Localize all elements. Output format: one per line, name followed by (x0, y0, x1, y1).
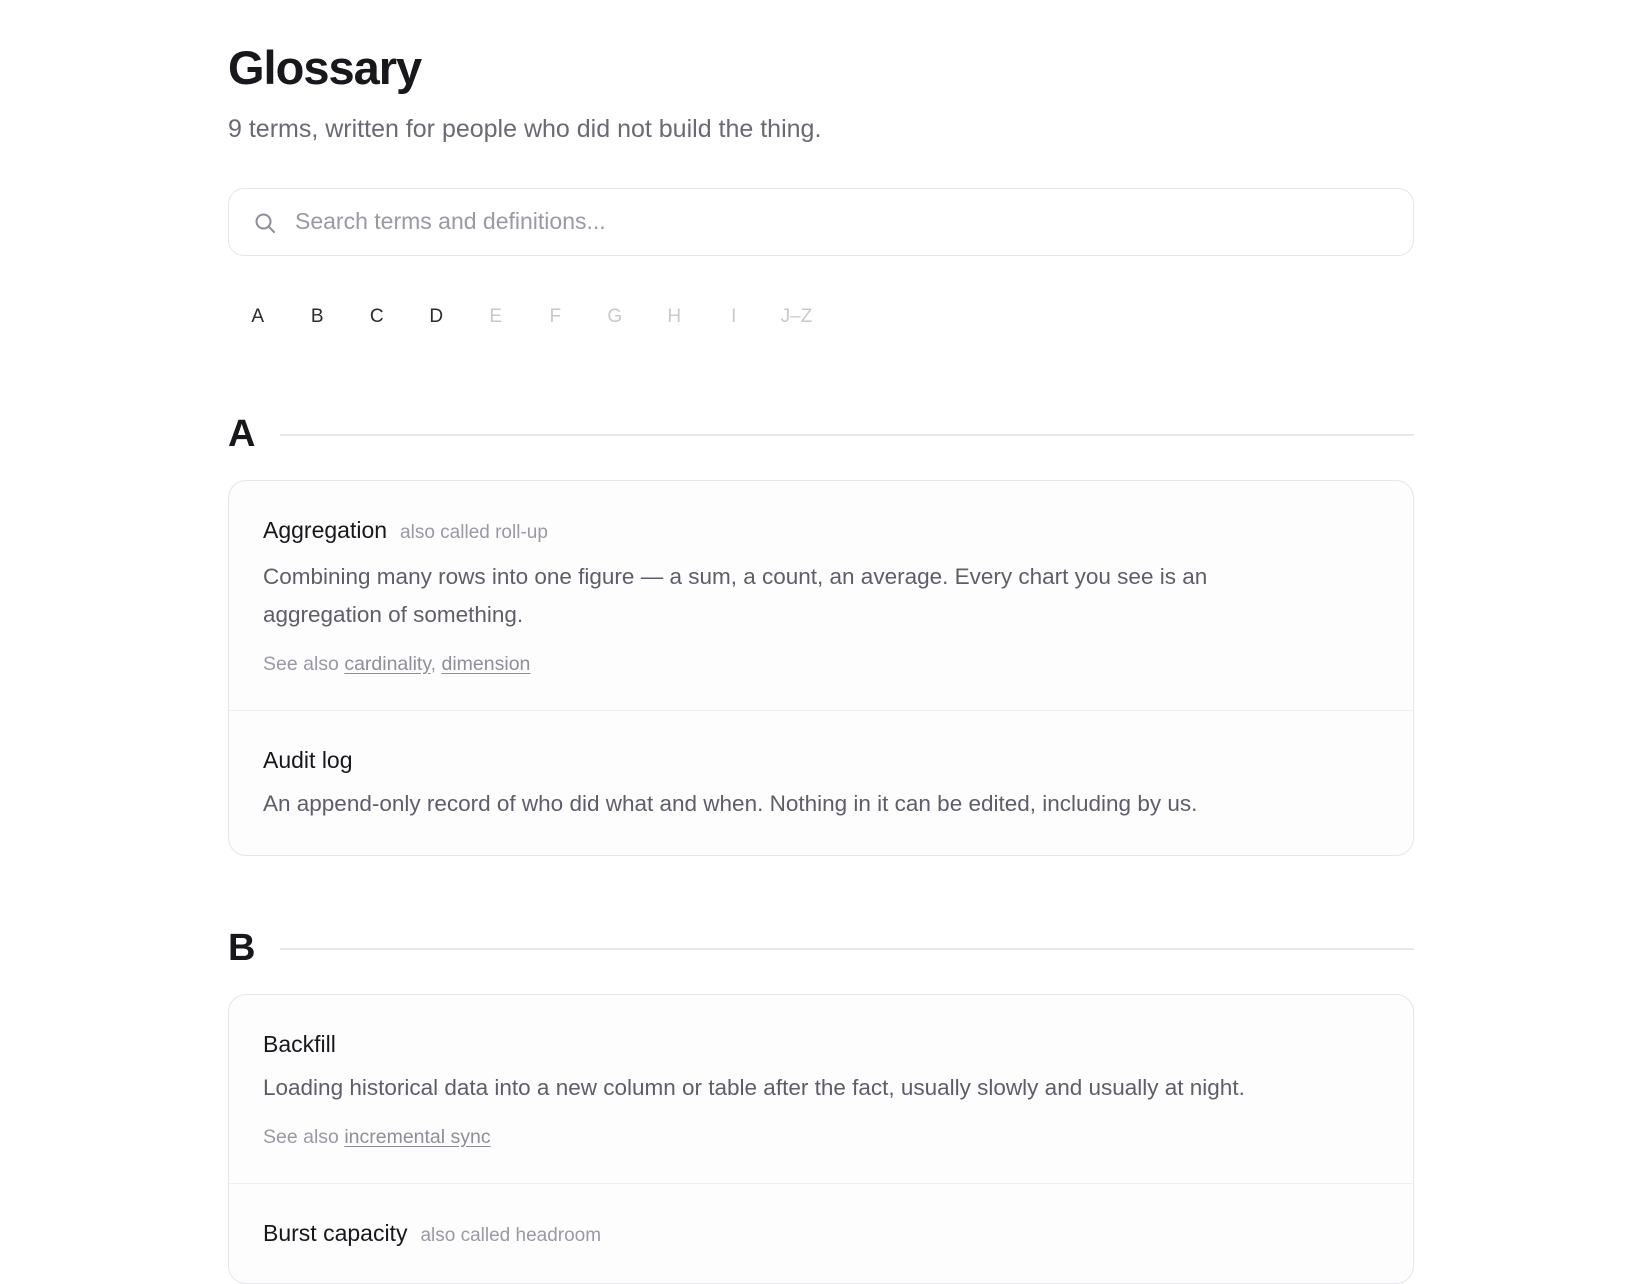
term-alias: also called roll-up (400, 522, 548, 543)
term-name: Burst capacity (263, 1220, 408, 1246)
section-divider (280, 948, 1414, 950)
letter-nav-g: G (607, 306, 623, 327)
see-also-label: See also (263, 653, 339, 675)
section-header-a (228, 412, 1414, 456)
letter-nav-f: F (549, 306, 562, 327)
term-line (263, 1218, 1379, 1251)
search-box[interactable] (228, 188, 1414, 256)
section-letter: A (228, 413, 256, 455)
term-name: Audit log (263, 747, 353, 773)
glossary-entry (229, 995, 1413, 1184)
letter-nav-b[interactable]: B (310, 306, 324, 327)
letter-nav-jz: J–Z (780, 306, 813, 327)
term-name: Aggregation (263, 517, 388, 543)
term-line (263, 1029, 1379, 1059)
term-definition: Loading historical data into a new column or table after the fact, usually slowly and usually at night. (263, 1075, 1245, 1100)
page-subtitle: 9 terms, written for people who did not build the thing. (228, 115, 822, 143)
letter-nav-h: H (667, 306, 682, 327)
search-input[interactable] (295, 189, 1395, 253)
term-definition: Combining many rows into one figure — a sum, a count, an average. Every chart you see is an aggregation of something. (263, 564, 1208, 627)
glossary-entry (229, 1184, 1413, 1283)
letter-nav-a[interactable]: A (251, 306, 265, 327)
section-card-b (228, 994, 1414, 1284)
letter-nav-d[interactable]: D (429, 306, 444, 327)
section-divider (280, 434, 1414, 436)
term-name: Backfill (263, 1031, 336, 1057)
letter-nav-e: E (489, 306, 503, 327)
letter-nav (228, 300, 830, 334)
term-definition: An append-only record of who did what and when. Nothing in it can be edited, including by us. (263, 791, 1198, 816)
section-letter: B (228, 927, 256, 969)
see-also: See also cardinality, dimension (263, 653, 531, 675)
page-title: Glossary (228, 41, 422, 94)
search-icon (253, 211, 277, 235)
section-card-a (228, 480, 1414, 856)
see-also-link[interactable]: dimension (441, 653, 531, 675)
see-also-link[interactable]: incremental sync (344, 1126, 491, 1148)
term-alias: also called headroom (420, 1225, 602, 1246)
section-header-b (228, 926, 1414, 970)
glossary-entry (229, 481, 1413, 711)
glossary-entry (229, 711, 1413, 855)
see-also (263, 1123, 1379, 1151)
see-also-label: See also (263, 1126, 339, 1148)
letter-nav-c[interactable]: C (369, 306, 384, 327)
letter-nav-i: I (731, 306, 737, 327)
term-line (263, 745, 1379, 775)
term-line (263, 515, 1379, 548)
see-also-link[interactable]: cardinality (344, 653, 431, 675)
